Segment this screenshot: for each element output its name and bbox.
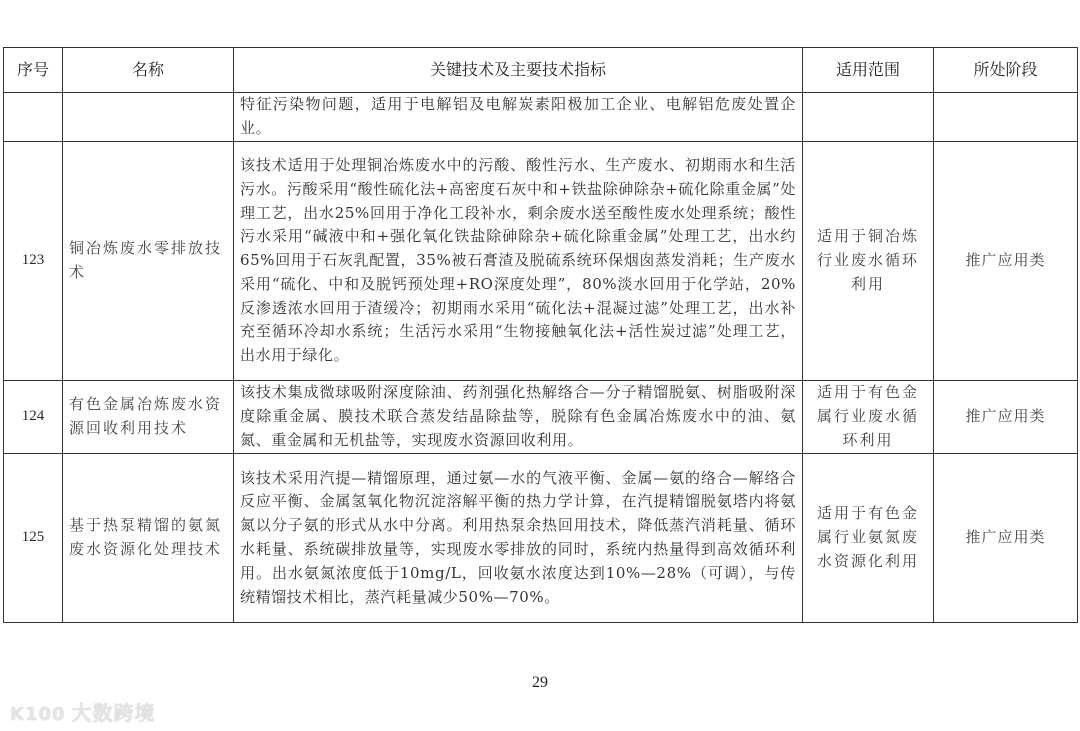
table-row xyxy=(4,381,1078,454)
row-tech: 该技术适用于处理铜冶炼废水中的污酸、酸性污水、生产废水、初期雨水和生活污水。污酸采用“酸性硫化法+高密度石灰中和+铁盐除砷除杂+硫化除重金属”处理工艺，出水25%回用于净化工段补水，剩余废水送至酸性废水处理系统；酸性污水采用“碱液中和+强化氧化铁盐除砷除杂+硫化除重金属”处理工艺，出水约65%回用于石灰乳配置，35%被石膏渣及脱硫系统环保烟囱蒸发消耗；生产废水采用“硫化、中和及脱钙预处理+RO深度处理”，80%淡水回用于化学站，20%反渗透浓水回用于渣缓冷；初期雨水采用“硫化法+混凝过滤”处理工艺，出水补充至循环冷却水系统；生活污水采用“生物接触氧化法+活性炭过滤”处理工艺，出水用于绿化。 xyxy=(234,142,803,381)
page-number: 29 xyxy=(532,674,548,691)
row-tech: 该技术集成微球吸附深度除油、药剂强化热解络合—分子精馏脱氨、树脂吸附深度除重金属、膜技术联合蒸发结晶除盐等，脱除有色金属冶炼废水中的油、氨氮、重金属和无机盐等，实现废水资源回收利用。 xyxy=(234,381,803,454)
header-stage: 所处阶段 xyxy=(934,48,1078,93)
header-tech: 关键技术及主要技术指标 xyxy=(234,48,803,93)
row-name: 铜冶炼废水零排放技术 xyxy=(63,142,234,381)
row-index: 124 xyxy=(4,381,63,454)
header-index: 序号 xyxy=(4,48,63,93)
watermark-text: 大数跨境 xyxy=(71,701,156,725)
row-index xyxy=(4,93,63,142)
watermark xyxy=(10,697,156,726)
row-scope: 适用于铜冶炼行业废水循环利用 xyxy=(803,142,934,381)
row-scope xyxy=(803,93,934,142)
row-stage: 推广应用类 xyxy=(934,381,1078,454)
row-scope: 适用于有色金属行业废水循环利用 xyxy=(803,381,934,454)
row-index: 125 xyxy=(4,454,63,623)
table-row xyxy=(4,93,1078,142)
technology-table xyxy=(3,47,1078,623)
row-tech: 特征污染物问题，适用于电解铝及电解炭素阳极加工企业、电解铝危废处置企业。 xyxy=(234,93,803,142)
table-row xyxy=(4,454,1078,623)
watermark-logo-icon: K100 xyxy=(10,704,66,725)
row-stage xyxy=(934,93,1078,142)
row-name: 有色金属冶炼废水资源回收利用技术 xyxy=(63,381,234,454)
row-stage: 推广应用类 xyxy=(934,142,1078,381)
row-tech: 该技术采用汽提—精馏原理，通过氨—水的气液平衡、金属—氨的络合—解络合反应平衡、金属氢氧化物沉淀溶解平衡的热力学计算，在汽提精馏脱氨塔内将氨氮以分子氨的形式从水中分离。利用热泵余热回用技术，降低蒸汽消耗量、循环水耗量、系统碳排放量等，实现废水零排放的同时，系统内热量得到高效循环利用。出水氨氮浓度低于10mg/L，回收氨水浓度达到10%—28%（可调），与传统精馏技术相比，蒸汽耗量减少50%—70%。 xyxy=(234,454,803,623)
row-index: 123 xyxy=(4,142,63,381)
header-scope: 适用范围 xyxy=(803,48,934,93)
table-row xyxy=(4,142,1078,381)
row-name xyxy=(63,93,234,142)
row-name: 基于热泵精馏的氨氮废水资源化处理技术 xyxy=(63,454,234,623)
header-name: 名称 xyxy=(63,48,234,93)
row-scope: 适用于有色金属行业氨氮废水资源化利用 xyxy=(803,454,934,623)
row-stage: 推广应用类 xyxy=(934,454,1078,623)
table-header-row xyxy=(4,48,1078,93)
